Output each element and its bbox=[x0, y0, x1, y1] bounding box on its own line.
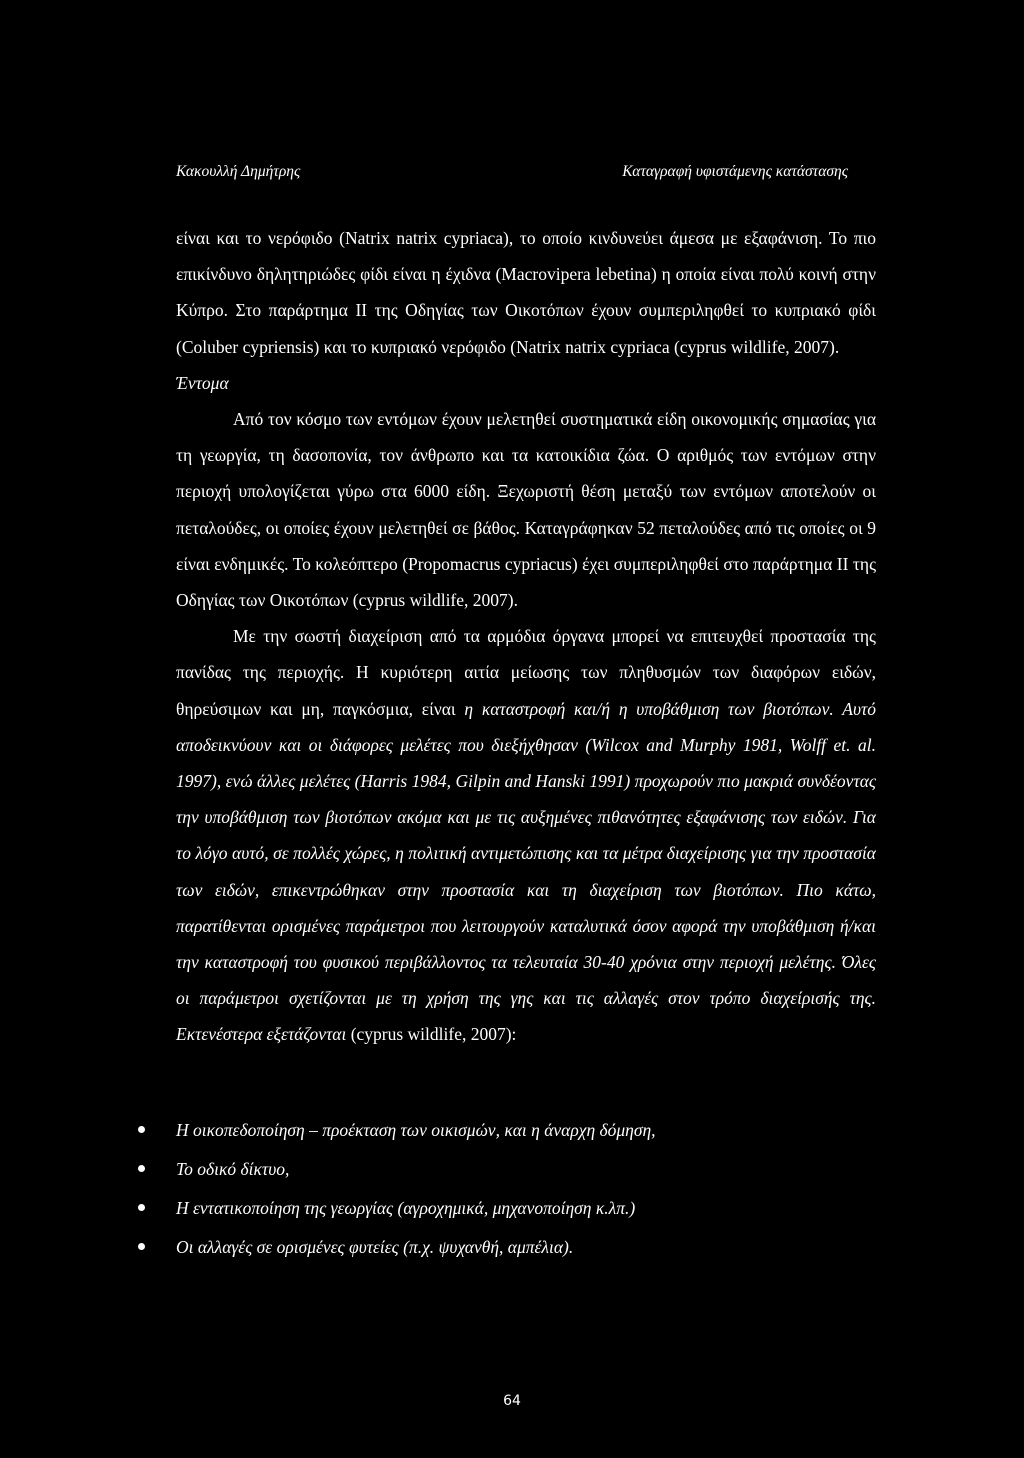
body-text bbox=[176, 220, 876, 1053]
header-section: Καταγραφή υφιστάμενης κατάστασης bbox=[622, 163, 848, 180]
list-item: Οι αλλαγές σε ορισμένες φυτείες (π.χ. ψυχανθή, αμπέλια). bbox=[138, 1234, 656, 1260]
page-header bbox=[176, 163, 848, 187]
list-item: Το οδικό δίκτυο, bbox=[138, 1156, 656, 1182]
heading-insects: Έντομα bbox=[176, 372, 229, 393]
list-item: Η εντατικοποίηση της γεωργίας (αγροχημικά, μηχανοποίηση κ.λπ.) bbox=[138, 1195, 656, 1221]
page-number: 64 bbox=[503, 1393, 521, 1409]
management-citation: (cyprus wildlife, 2007): bbox=[346, 1024, 517, 1045]
list-item: Η οικοπεδοποίηση – προέκταση των οικισμών, και η άναρχη δόμηση, bbox=[138, 1117, 656, 1143]
parameters-list bbox=[138, 1117, 656, 1273]
paragraph-management bbox=[176, 618, 876, 1052]
paragraph-insects: Από τον κόσμο των εντόμων έχουν μελετηθεί συστηματικά είδη οικονομικής σημασίας για τη γεωργία, τη δασοπονία, τον άνθρωπο και τα κατοικίδια ζώα. Ο αριθμός των εντόμων στην περιοχή υπολογίζεται γύρω στα 6000 είδη. Ξεχωριστή θέση μεταξύ των εντόμων αποτελούν οι πεταλούδες, οι οποίες έχουν μελετηθεί σε βάθος. Καταγράφηκαν 52 πεταλούδες από τις οποίες οι 9 είναι ενδημικές. Το κολεόπτερο (Propomacrus cypriacus) έχει συμπεριληφθεί στο παράρτημα II της Οδηγίας των Οικοτόπων (cyprus wildlife, 2007). bbox=[176, 409, 876, 611]
management-italic-text: η καταστροφή και/ή η υποβάθμιση των βιοτόπων. Αυτό αποδεικνύουν και οι διάφορες μελέτες που διεξήχθησαν (Wilcox and Murphy 1981, Wolff et. al. 1997), ενώ άλλες μελέτες (Harris 1984, Gilpin and Hanski 1991) προχωρούν πιο μακριά συνδέοντας την υποβάθμιση των βιοτόπων ακόμα και με τις αυξημένες πιθανότητες εξαφάνισης των ειδών. Για το λόγο αυτό, σε πολλές χώρες, η πολιτική αντιμετώπισης και τα μέτρα διαχείρισης για την προστασία των ειδών, επικεντρώθηκαν στην προστασία και τη διαχείριση των βιοτόπων. Πιο κάτω, παρατίθενται ορισμένες παράμετροι που λειτουργούν καταλυτικά όσον αφορά την υποβάθμιση ή/και την καταστροφή του φυσικού περιβάλλοντος τα τελευταία 30-40 χρόνια στην περιοχή μελέτης. Όλες οι παράμετροι σχετίζονται με τη χρήση της γης και τις αλλαγές στον τρόπο διαχείρισής της. Εκτενέστερα εξετάζονται bbox=[176, 698, 877, 1045]
header-author: Κακουλλή Δημήτρης bbox=[176, 163, 301, 180]
paragraph-reptiles: είναι και το νερόφιδο (Natrix natrix cypriaca), το οποίο κινδυνεύει άμεσα με εξαφάνιση. Το πιο επικίνδυνο δηλητηριώδες φίδι είναι η έχιδνα (Macrovipera lebetina) η οποία είναι πολύ κοινή στην Κύπρο. Στο παράρτημα II της Οδηγίας των Οικοτόπων έχουν συμπεριληφθεί το κυπριακό φίδι (Coluber cypriensis) και το κυπριακό νερόφιδο (Natrix natrix cypriaca (cyprus wildlife, 2007). bbox=[176, 228, 876, 357]
management-text: Με την σωστή διαχείριση από τα αρμόδια όργανα μπορεί να επιτευχθεί προστασία της πανίδας της περιοχής. Η κυριότερη αιτία μείωσης των πληθυσμών των διαφόρων ειδών, θηρεύσιμων και μη, παγκόσμια, είναι bbox=[176, 626, 876, 719]
